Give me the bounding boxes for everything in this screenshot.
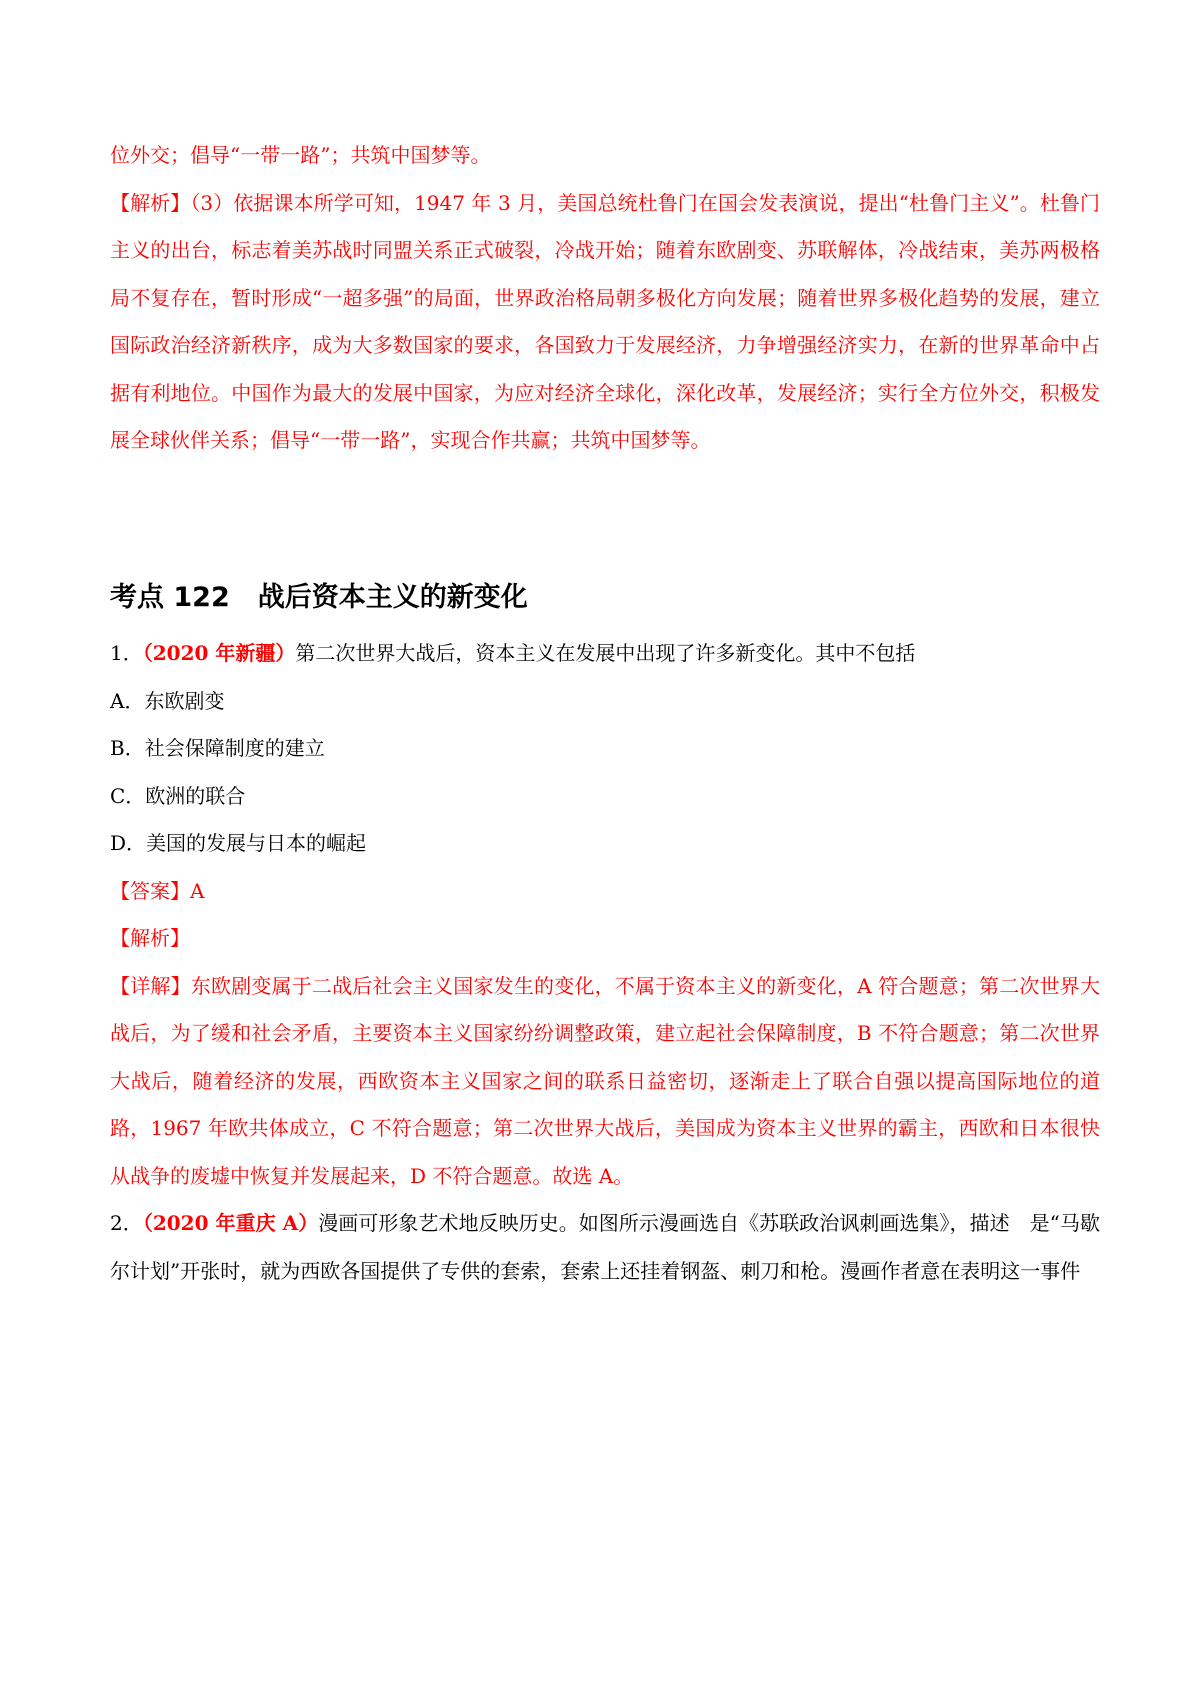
question-1-source: （2020 年新疆） <box>142 641 296 665</box>
option-c: C．欧洲的联合 <box>110 783 246 808</box>
question-1-answer: 【答案】A <box>110 878 205 903</box>
option-a: A．东欧剧变 <box>110 688 225 713</box>
question-2-stem: 漫画可形象艺术地反映历史。如图所示漫画选自《苏联政治讽刺画选集》，描述 是“马歇尔计划”开张时，就为西欧各国提供了专供的套索，套索上还挂着钢盔、刺刀和枪。漫画作者意在表明这一事件 <box>110 1211 1100 1283</box>
question-1-stem-line <box>110 630 1100 678</box>
previous-answer-line: 位外交；倡导“一带一路”；共筑中国梦等。 <box>110 143 491 167</box>
question-2-source: （2020 年重庆 A） <box>142 1211 319 1235</box>
section-number: 考点 122 <box>110 582 230 613</box>
option-d: D．美国的发展与日本的崛起 <box>110 831 367 855</box>
option-b: B．社会保障制度的建立 <box>110 736 325 760</box>
detail-text: 东欧剧变属于二战后社会主义国家发生的变化，不属于资本主义的新变化，A 符合题意；第二次世界大战后，为了缓和社会矛盾，主要资本主义国家纷纷调整政策，建立起社会保障制度，B 不符合题意；第二次世界大战后，随着经济的发展，西欧资本主义国家之间的联系日益密切，逐渐走上了联合自强以提高国际地位的道路，1967 年欧共体成立，C 不符合题意；第二次世界大战后，美国成为资本主义世界的霸主，西欧和日本很快从战争的废墟中恢复并发展起来，D 不符合题意。故选 A。 <box>110 973 1100 1188</box>
question-1-number: 1． <box>110 641 143 665</box>
question-1-stem: 第二次世界大战后，资本主义在发展中出现了许多新变化。其中不包括 <box>295 641 916 665</box>
question-2 <box>110 1200 1100 1295</box>
question-2-stem-paragraph <box>110 1200 1100 1295</box>
section-title: 战后资本主义的新变化 <box>257 582 528 613</box>
detail-label: 【详解】 <box>110 973 191 998</box>
previous-answer-section <box>110 132 1100 465</box>
question-2-number: 2． <box>110 1211 143 1235</box>
question-1-analysis-label: 【解析】 <box>110 926 190 950</box>
question-1 <box>110 630 1100 1200</box>
question-1-detail <box>110 963 1100 1201</box>
analysis-text: （3）依据课本所学可知，1947 年 3 月，美国总统杜鲁门在国会发表演说，提出“杜鲁门主义”。杜鲁门主义的出台，标志着美苏战时同盟关系正式破裂，冷战开始；随着东欧剧变、苏联解体，冷战结束，美苏两极格局不复存在，暂时形成“一超多强”的局面，世界政治格局朝多极化方向发展；随着世界多极化趋势的发展，建立国际政治经济新秩序，成为大多数国家的要求，各国致力于发展经济，力争增强经济实力，在新的世界革命中占据有利地位。中国作为最大的发展中国家，为应对经济全球化，深化改革，发展经济；实行全方位外交，积极发展全球伙伴关系；倡导“一带一路”，实现合作共赢；共筑中国梦等。 <box>110 190 1101 452</box>
analysis-label: 【解析】 <box>110 190 191 215</box>
section-heading <box>110 578 528 618</box>
previous-analysis-paragraph <box>110 180 1100 465</box>
